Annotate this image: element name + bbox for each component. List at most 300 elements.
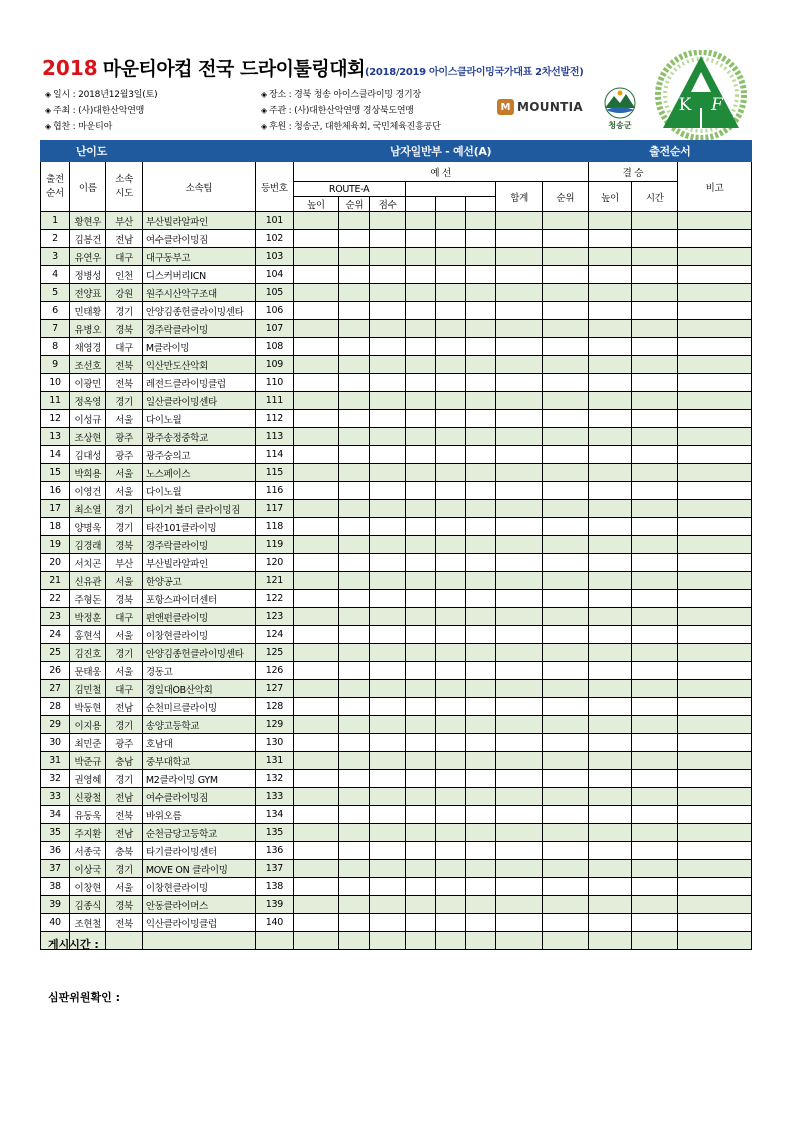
cell-name: 김봉건 xyxy=(70,230,106,248)
cell-empty xyxy=(588,446,632,464)
cell-empty xyxy=(588,608,632,626)
cell-empty xyxy=(678,878,752,896)
cell-bib: 107 xyxy=(256,320,293,338)
table-row xyxy=(41,860,752,878)
cell-order: 10 xyxy=(41,374,70,392)
cell-empty xyxy=(435,320,465,338)
start-list-table xyxy=(40,140,752,950)
cell-empty xyxy=(466,824,496,842)
cell-empty xyxy=(678,734,752,752)
cell-empty xyxy=(588,770,632,788)
cell-empty xyxy=(405,590,435,608)
cell-name: 양명욱 xyxy=(70,518,106,536)
cell-team: 대구동부고 xyxy=(142,248,255,266)
cell-empty xyxy=(435,644,465,662)
cell-empty xyxy=(632,320,678,338)
cell-empty xyxy=(678,446,752,464)
cell-empty xyxy=(370,698,405,716)
cell-empty xyxy=(466,374,496,392)
cell-empty xyxy=(370,428,405,446)
cell-empty xyxy=(632,302,678,320)
cell-team: MOVE ON 클라이밍 xyxy=(142,860,255,878)
cell-team: 부산빌라알파인 xyxy=(142,554,255,572)
table-row xyxy=(41,680,752,698)
cell-empty xyxy=(466,338,496,356)
table-row xyxy=(41,932,752,950)
cell-name: 유병오 xyxy=(70,320,106,338)
cell-empty xyxy=(542,788,588,806)
cell-empty xyxy=(339,878,370,896)
cell-empty xyxy=(678,212,752,230)
cell-empty xyxy=(370,212,405,230)
col-height: 높이 xyxy=(293,197,339,212)
cell-empty xyxy=(339,716,370,734)
cell-region: 경북 xyxy=(106,590,142,608)
cell-team: 타잔101클라이밍 xyxy=(142,518,255,536)
cell-empty xyxy=(632,248,678,266)
cell-empty xyxy=(435,860,465,878)
cell-empty xyxy=(678,662,752,680)
col-final: 결 승 xyxy=(588,162,677,182)
cell-order: 6 xyxy=(41,302,70,320)
cell-empty xyxy=(405,374,435,392)
cell-name: 조상현 xyxy=(70,428,106,446)
cell-empty xyxy=(588,680,632,698)
cell-bib: 139 xyxy=(256,896,293,914)
table-row xyxy=(41,842,752,860)
cell-empty xyxy=(632,590,678,608)
cell-empty xyxy=(542,914,588,932)
cell-empty xyxy=(370,752,405,770)
cell-name: 최민준 xyxy=(70,734,106,752)
cell-empty xyxy=(466,248,496,266)
cell-empty xyxy=(293,860,339,878)
cell-empty xyxy=(678,590,752,608)
cell-name: 문태웅 xyxy=(70,662,106,680)
cell-empty xyxy=(370,680,405,698)
cell-empty xyxy=(339,392,370,410)
cell-empty xyxy=(293,464,339,482)
cell-bib: 116 xyxy=(256,482,293,500)
cell-empty xyxy=(293,734,339,752)
cell-team xyxy=(142,932,255,950)
cell-empty xyxy=(370,248,405,266)
cell-empty xyxy=(293,806,339,824)
cell-order: 32 xyxy=(41,770,70,788)
col-prelim: 예 선 xyxy=(293,162,588,182)
cell-empty xyxy=(542,572,588,590)
cell-empty xyxy=(678,320,752,338)
cell-empty xyxy=(370,518,405,536)
cell-team: 다이노월 xyxy=(142,482,255,500)
table-row xyxy=(41,770,752,788)
cell-empty xyxy=(339,320,370,338)
info-sponsor: ◈ 협찬 : 마운티아 xyxy=(45,122,113,132)
cell-empty xyxy=(339,842,370,860)
cell-empty xyxy=(435,734,465,752)
kf-letter-f: F xyxy=(711,95,723,115)
cell-empty xyxy=(370,806,405,824)
cell-empty xyxy=(370,374,405,392)
cell-empty xyxy=(339,338,370,356)
cell-empty xyxy=(293,410,339,428)
cell-empty xyxy=(632,284,678,302)
cell-empty xyxy=(678,716,752,734)
cell-empty xyxy=(405,698,435,716)
cell-empty xyxy=(435,518,465,536)
cell-empty xyxy=(339,590,370,608)
cell-empty xyxy=(435,284,465,302)
cell-empty xyxy=(370,284,405,302)
cell-empty xyxy=(542,392,588,410)
cell-order: 12 xyxy=(41,410,70,428)
cell-empty xyxy=(293,788,339,806)
cell-empty xyxy=(339,626,370,644)
cell-empty xyxy=(370,626,405,644)
cell-empty xyxy=(466,698,496,716)
cell-empty xyxy=(542,446,588,464)
cell-empty xyxy=(678,608,752,626)
cell-bib: 109 xyxy=(256,356,293,374)
cell-empty xyxy=(678,518,752,536)
cell-empty xyxy=(542,410,588,428)
cell-empty xyxy=(678,788,752,806)
cell-order: 36 xyxy=(41,842,70,860)
diamond-bullet-icon: ◈ xyxy=(45,122,51,131)
cell-team: 이창현클라이밍 xyxy=(142,626,255,644)
cell-empty xyxy=(405,806,435,824)
col-final-height: 높이 xyxy=(588,182,632,212)
cell-empty xyxy=(405,572,435,590)
cell-empty xyxy=(405,608,435,626)
cell-empty xyxy=(542,590,588,608)
cell-empty xyxy=(339,356,370,374)
cell-empty xyxy=(370,644,405,662)
cell-empty xyxy=(339,932,370,950)
cell-empty xyxy=(435,464,465,482)
cell-empty xyxy=(370,482,405,500)
cell-empty xyxy=(466,860,496,878)
header-bar xyxy=(41,141,752,162)
table-row xyxy=(41,806,752,824)
judge-confirm-label: 심판위원확인 : xyxy=(48,991,120,1004)
cell-empty xyxy=(293,302,339,320)
cell-empty xyxy=(496,608,543,626)
cell-empty xyxy=(339,446,370,464)
cell-empty xyxy=(466,590,496,608)
cheongsong-emblem-icon xyxy=(600,86,640,120)
cell-empty xyxy=(588,248,632,266)
cell-team: 안양김종헌클라이밍센타 xyxy=(142,644,255,662)
cell-empty xyxy=(339,788,370,806)
cell-empty xyxy=(466,410,496,428)
cell-order: 7 xyxy=(41,320,70,338)
cell-empty xyxy=(542,752,588,770)
cell-order: 18 xyxy=(41,518,70,536)
cell-empty xyxy=(370,356,405,374)
cell-empty xyxy=(588,230,632,248)
cell-empty xyxy=(370,734,405,752)
mountia-logo xyxy=(497,97,583,117)
cell-empty xyxy=(466,572,496,590)
cell-order: 25 xyxy=(41,644,70,662)
cell-region: 강원 xyxy=(106,284,142,302)
cell-empty xyxy=(466,356,496,374)
cell-empty xyxy=(370,878,405,896)
table-row xyxy=(41,734,752,752)
cell-region: 충남 xyxy=(106,752,142,770)
cell-team: 타기클라이밍센터 xyxy=(142,842,255,860)
cell-empty xyxy=(370,608,405,626)
cell-region: 광주 xyxy=(106,428,142,446)
cell-empty xyxy=(293,518,339,536)
kf-letter-k: K xyxy=(678,95,692,115)
cell-region: 대구 xyxy=(106,248,142,266)
cell-order: 29 xyxy=(41,716,70,734)
cell-empty xyxy=(293,248,339,266)
cell-empty xyxy=(405,914,435,932)
table-row xyxy=(41,410,752,428)
cell-team: 중부대학교 xyxy=(142,752,255,770)
cell-empty xyxy=(435,266,465,284)
cell-bib: 117 xyxy=(256,500,293,518)
col-team: 소속팀 xyxy=(142,162,255,212)
cell-region: 충북 xyxy=(106,842,142,860)
cell-name: 이창현 xyxy=(70,878,106,896)
cell-empty xyxy=(435,230,465,248)
cell-empty xyxy=(632,518,678,536)
cell-empty xyxy=(466,914,496,932)
col-rank: 순위 xyxy=(542,182,588,212)
cell-empty xyxy=(339,302,370,320)
cell-empty xyxy=(678,392,752,410)
cell-empty xyxy=(542,680,588,698)
cell-empty xyxy=(339,464,370,482)
cell-empty xyxy=(293,914,339,932)
cell-empty xyxy=(293,536,339,554)
cell-empty xyxy=(435,554,465,572)
cell-region: 경북 xyxy=(106,536,142,554)
info-place: ◈ 장소 : 경북 청송 아이스클라이밍 경기장 xyxy=(261,90,421,100)
cell-empty xyxy=(466,212,496,230)
table-row xyxy=(41,644,752,662)
cell-bib: 108 xyxy=(256,338,293,356)
cheongsong-label: 청송군 xyxy=(608,121,632,130)
cell-empty xyxy=(678,284,752,302)
cell-empty xyxy=(678,464,752,482)
cell-region: 광주 xyxy=(106,446,142,464)
cell-empty xyxy=(678,806,752,824)
cell-team: 호남대 xyxy=(142,734,255,752)
cell-region: 광주 xyxy=(106,734,142,752)
cell-order: 3 xyxy=(41,248,70,266)
cell-empty xyxy=(293,716,339,734)
cell-name: 정병성 xyxy=(70,266,106,284)
table-row xyxy=(41,338,752,356)
cell-empty xyxy=(542,374,588,392)
table-row xyxy=(41,626,752,644)
cell-bib: 121 xyxy=(256,572,293,590)
cell-empty xyxy=(466,752,496,770)
cell-name: 김민철 xyxy=(70,680,106,698)
cell-empty xyxy=(678,356,752,374)
cell-empty xyxy=(370,932,405,950)
cell-empty xyxy=(435,572,465,590)
cell-empty xyxy=(339,806,370,824)
cell-empty xyxy=(496,536,543,554)
cell-team: 다이노월 xyxy=(142,410,255,428)
cell-empty xyxy=(293,878,339,896)
cell-bib: 133 xyxy=(256,788,293,806)
cell-empty xyxy=(588,788,632,806)
cell-empty xyxy=(293,500,339,518)
table-row xyxy=(41,536,752,554)
cell-empty xyxy=(496,392,543,410)
title-year: 2018 xyxy=(42,56,98,80)
table-row xyxy=(41,482,752,500)
cell-empty xyxy=(293,626,339,644)
cell-order: 1 xyxy=(41,212,70,230)
cell-empty xyxy=(496,554,543,572)
cell-team: 바위오름 xyxy=(142,806,255,824)
cell-team: 타이거 볼더 클라이밍짐 xyxy=(142,500,255,518)
cell-order: 4 xyxy=(41,266,70,284)
table-row xyxy=(41,788,752,806)
cell-name: 권영혜 xyxy=(70,770,106,788)
cell-empty xyxy=(339,230,370,248)
cell-empty xyxy=(542,356,588,374)
cell-empty xyxy=(542,338,588,356)
cell-empty xyxy=(496,680,543,698)
cell-empty xyxy=(339,734,370,752)
cell-empty xyxy=(496,356,543,374)
cell-empty xyxy=(496,824,543,842)
cell-team: 포항스파이더센터 xyxy=(142,590,255,608)
cell-bib: 103 xyxy=(256,248,293,266)
cell-name: 홍현석 xyxy=(70,626,106,644)
cell-empty xyxy=(496,842,543,860)
cell-bib: 128 xyxy=(256,698,293,716)
cell-team: 경일대OB산악회 xyxy=(142,680,255,698)
cell-empty xyxy=(466,392,496,410)
cell-empty xyxy=(466,554,496,572)
cell-empty xyxy=(339,608,370,626)
cell-empty xyxy=(293,608,339,626)
cell-order: 23 xyxy=(41,608,70,626)
cell-empty xyxy=(466,230,496,248)
cell-empty xyxy=(496,572,543,590)
cell-order: 15 xyxy=(41,464,70,482)
cell-empty xyxy=(588,284,632,302)
cell-empty xyxy=(370,554,405,572)
cell-empty xyxy=(588,392,632,410)
cell-empty xyxy=(370,662,405,680)
cell-empty xyxy=(293,680,339,698)
cell-team: 레전드클라이밍클럽 xyxy=(142,374,255,392)
cell-empty xyxy=(632,824,678,842)
cell-empty xyxy=(542,536,588,554)
cell-empty xyxy=(405,428,435,446)
cell-name: 박희용 xyxy=(70,464,106,482)
table-body xyxy=(41,212,752,950)
cell-empty xyxy=(678,698,752,716)
cell-empty xyxy=(435,752,465,770)
cell-empty xyxy=(496,464,543,482)
cell-empty xyxy=(370,500,405,518)
cell-empty xyxy=(339,644,370,662)
cell-empty xyxy=(588,698,632,716)
cell-empty xyxy=(466,770,496,788)
cell-order: 5 xyxy=(41,284,70,302)
diamond-bullet-icon: ◈ xyxy=(261,122,267,131)
cell-empty xyxy=(496,500,543,518)
cell-empty xyxy=(542,644,588,662)
cell-team: M클라이밍 xyxy=(142,338,255,356)
cell-empty xyxy=(466,680,496,698)
cell-region: 전북 xyxy=(106,806,142,824)
cell-name: 서종국 xyxy=(70,842,106,860)
cell-bib: 101 xyxy=(256,212,293,230)
table-row xyxy=(41,428,752,446)
cell-empty xyxy=(466,716,496,734)
cell-empty xyxy=(466,842,496,860)
cell-empty xyxy=(588,716,632,734)
cell-empty xyxy=(632,896,678,914)
cell-empty xyxy=(339,212,370,230)
cell-empty xyxy=(542,428,588,446)
cell-name: 서치곤 xyxy=(70,554,106,572)
cell-empty xyxy=(588,590,632,608)
cell-region: 서울 xyxy=(106,410,142,428)
table-row xyxy=(41,464,752,482)
cell-empty xyxy=(542,824,588,842)
col-rank-sub: 순위 xyxy=(339,197,370,212)
cell-empty xyxy=(339,266,370,284)
cell-empty xyxy=(435,212,465,230)
diamond-bullet-icon: ◈ xyxy=(261,106,267,115)
table-row xyxy=(41,572,752,590)
cell-empty xyxy=(405,626,435,644)
cell-empty xyxy=(632,536,678,554)
cell-empty xyxy=(293,212,339,230)
cell-empty xyxy=(588,644,632,662)
cell-empty xyxy=(466,608,496,626)
cell-name: 정옥영 xyxy=(70,392,106,410)
table-row xyxy=(41,878,752,896)
cell-empty xyxy=(370,266,405,284)
diamond-bullet-icon: ◈ xyxy=(261,90,267,99)
cell-name: 김진호 xyxy=(70,644,106,662)
cell-empty xyxy=(293,554,339,572)
cell-empty xyxy=(542,518,588,536)
cell-empty xyxy=(466,518,496,536)
cell-empty xyxy=(496,248,543,266)
table-row xyxy=(41,608,752,626)
col-score: 점수 xyxy=(370,197,405,212)
cell-empty xyxy=(496,716,543,734)
cell-empty xyxy=(588,338,632,356)
cell-team: 여수클라이밍짐 xyxy=(142,230,255,248)
cell-empty xyxy=(632,806,678,824)
cell-empty xyxy=(632,626,678,644)
cell-empty xyxy=(293,932,339,950)
cell-empty xyxy=(339,248,370,266)
cell-empty xyxy=(370,716,405,734)
cell-empty xyxy=(496,734,543,752)
cell-bib: 106 xyxy=(256,302,293,320)
cell-region: 인천 xyxy=(106,266,142,284)
cell-order: 16 xyxy=(41,482,70,500)
